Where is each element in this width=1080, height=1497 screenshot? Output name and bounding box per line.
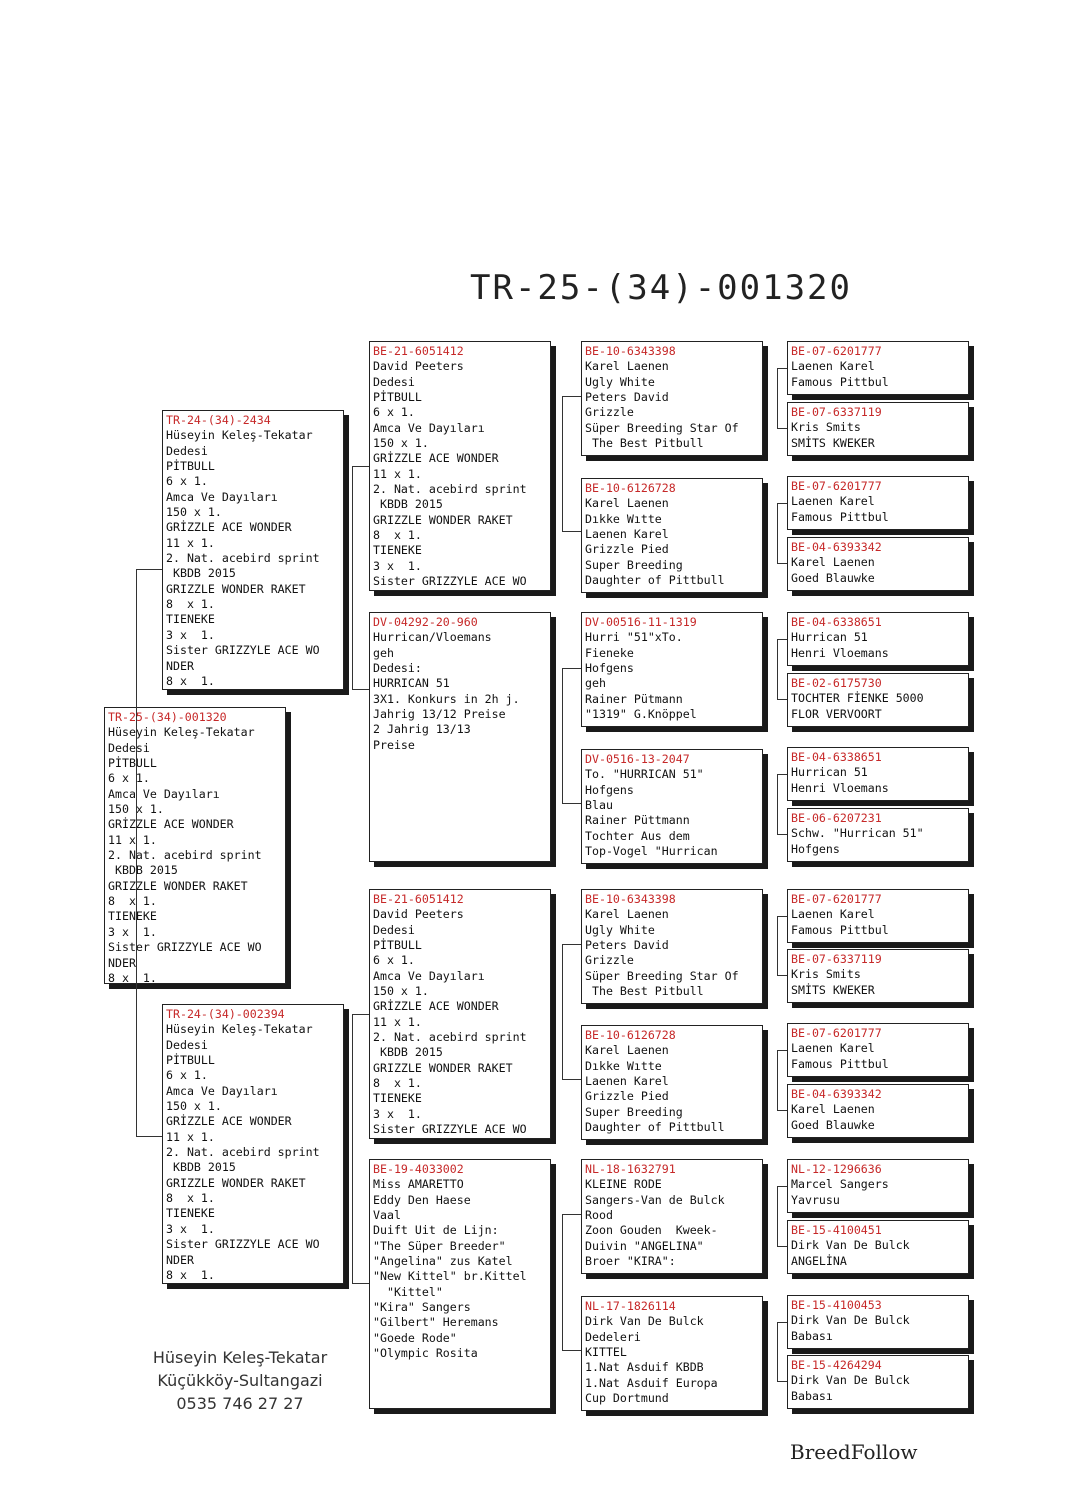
ring-number: BE-04-6338651 <box>791 750 882 764</box>
card-line: KBDB 2015 <box>166 1160 236 1175</box>
card-line: Henri Vloemans <box>791 645 889 660</box>
g4-card <box>787 1355 969 1409</box>
connector <box>136 569 162 1137</box>
card-line: Schw. "Hurrican 51" <box>791 826 924 841</box>
ring-number: BE-10-6126728 <box>585 1028 676 1042</box>
card-line: SMİTS KWEKER <box>791 435 875 450</box>
owner-info <box>140 1346 340 1415</box>
connector <box>562 944 581 1080</box>
card-line: Karel Laenen <box>585 1043 669 1058</box>
ring-number: BE-19-4033002 <box>373 1162 464 1176</box>
ring-number: BE-04-6393342 <box>791 1087 882 1101</box>
g3-card <box>581 1025 763 1140</box>
brand-logo: BreedFollow <box>790 1440 918 1464</box>
connector <box>352 466 369 690</box>
g3-card <box>581 749 763 864</box>
card-line: Amca Ve Dayıları <box>166 1083 278 1098</box>
owner-phone: 0535 746 27 27 <box>176 1394 304 1413</box>
card-line: "Angelina" zus Katel <box>373 1254 513 1269</box>
connector <box>777 1050 787 1111</box>
connector <box>777 1186 787 1247</box>
card-line: 8 x 1. <box>108 894 157 909</box>
card-line: Karel Laenen <box>791 1102 875 1117</box>
card-line: Rainer Püttmann <box>585 813 690 828</box>
card-line: 1.Nat Asduif KBDB <box>585 1360 704 1375</box>
card-line: geh <box>585 676 606 691</box>
connector <box>777 916 787 976</box>
ring-number: BE-07-6201777 <box>791 892 882 906</box>
card-line: 1.Nat Asduif Europa <box>585 1375 718 1390</box>
card-line: 11 x 1. <box>166 535 215 550</box>
ring-number: DV-04292-20-960 <box>373 615 478 629</box>
card-line: Marcel Sangers <box>791 1177 889 1192</box>
card-line: KITTEL <box>585 1345 627 1360</box>
card-line: 8 x 1. <box>373 1076 422 1091</box>
g4-card <box>787 949 969 1003</box>
card-line: PİTBULL <box>108 756 157 771</box>
card-line: Preise <box>373 737 415 752</box>
card-line: "Kittel" <box>373 1284 443 1299</box>
card-line: 8 x 1. <box>108 970 157 984</box>
card-line: HURRICAN 51 <box>373 676 450 691</box>
card-line: Henri Vloemans <box>791 780 889 795</box>
card-line: Yavrusu <box>791 1192 840 1207</box>
card-line: 2. Nat. acebird sprint <box>373 1030 527 1045</box>
ring-number: DV-00516-11-1319 <box>585 615 697 629</box>
card-line: Dirk Van De Bulck <box>791 1373 910 1388</box>
card-line: Hurrican 51 <box>791 630 868 645</box>
card-line: TIENEKE <box>108 909 157 924</box>
card-line: 6 x 1. <box>108 771 150 786</box>
g4-card <box>787 1295 969 1349</box>
card-line: Cup Dortmund <box>585 1391 669 1406</box>
g4-card <box>787 476 969 530</box>
connector <box>777 1322 787 1382</box>
card-line: Famous Pittbul <box>791 374 889 389</box>
connector <box>562 396 581 532</box>
card-line: Süper Breeding Star Of <box>585 420 739 435</box>
card-line: Duift Uit de Lijn: <box>373 1223 499 1238</box>
card-line: Hofgens <box>585 782 634 797</box>
card-line: Daughter of Pittbull <box>585 1120 725 1135</box>
card-line: Dıkke Wıtte <box>585 1058 662 1073</box>
card-line: GRIZZLE WONDER RAKET <box>373 512 513 527</box>
ring-number: BE-07-6201777 <box>791 479 882 493</box>
card-line: Hurri "51"xTo. <box>585 630 683 645</box>
g4-card <box>787 1023 969 1077</box>
card-line: Kris Smits <box>791 420 861 435</box>
ring-number: NL-18-1632791 <box>585 1162 676 1176</box>
card-line: NDER <box>108 955 136 970</box>
g3-card <box>581 1296 763 1411</box>
card-line: 6 x 1. <box>373 405 415 420</box>
card-line: Goed Blauwke <box>791 570 875 585</box>
card-line: KLEINE RODE <box>585 1177 662 1192</box>
card-line: Vaal <box>373 1208 401 1223</box>
card-line: Rood <box>585 1208 613 1223</box>
card-line: Peters David <box>585 390 669 405</box>
card-line: Karel Laenen <box>585 907 669 922</box>
connector <box>777 639 787 700</box>
card-line: "1319" G.Knöppel <box>585 707 697 722</box>
card-line: "The Süper Breeder" <box>373 1238 506 1253</box>
card-line: Eddy Den Haese <box>373 1192 471 1207</box>
ring-number: BE-10-6126728 <box>585 481 676 495</box>
card-line: Sister GRIZZYLE ACE WO <box>166 1237 320 1252</box>
card-line: Dirk Van De Bulck <box>791 1313 910 1328</box>
connector <box>777 774 787 835</box>
g4-card <box>787 808 969 862</box>
card-line: geh <box>373 645 394 660</box>
ring-number: NL-17-1826114 <box>585 1299 676 1313</box>
card-line: 6 x 1. <box>373 953 415 968</box>
card-line: Laenen Karel <box>791 494 875 509</box>
g4-card <box>787 402 969 456</box>
card-line: PİTBULL <box>166 1053 215 1068</box>
connector <box>562 1214 581 1351</box>
g3-card <box>581 889 763 1004</box>
owner-location: Küçükköy-Sultangazi <box>157 1371 323 1390</box>
card-line: 11 x 1. <box>166 1129 215 1144</box>
card-line: "Goede Rode" <box>373 1330 457 1345</box>
g4-card <box>787 747 969 801</box>
card-line: The Best Pitbull <box>585 436 704 451</box>
card-line: TIENEKE <box>166 612 215 627</box>
ring-number: BE-06-6207231 <box>791 811 882 825</box>
card-line: Jahrig 13/12 Preise <box>373 707 506 722</box>
dam-card <box>162 1004 344 1284</box>
card-line: Amca Ve Dayıları <box>373 968 485 983</box>
g4-card <box>787 612 969 666</box>
card-line: Karel Laenen <box>585 359 669 374</box>
card-line: GRIZZLE WONDER RAKET <box>166 581 306 596</box>
ring-number: BE-04-6338651 <box>791 615 882 629</box>
card-line: Hüseyin Keleş-Tekatar <box>166 1022 313 1037</box>
ring-number: BE-04-6393342 <box>791 540 882 554</box>
card-line: David Peeters <box>373 907 464 922</box>
g4-card <box>787 889 969 943</box>
sire-sire-card <box>369 341 551 591</box>
card-line: "Gilbert" Heremans <box>373 1315 499 1330</box>
card-line: TOCHTER FİENKE 5000 <box>791 691 924 706</box>
card-line: 6 x 1. <box>166 474 208 489</box>
card-line: 2. Nat. acebird sprint <box>166 1145 320 1160</box>
g3-card <box>581 478 763 593</box>
card-line: TIENEKE <box>166 1206 215 1221</box>
owner-name: Hüseyin Keleş-Tekatar <box>152 1348 328 1367</box>
card-line: Hofgens <box>791 841 840 856</box>
card-line: 3 x 1. <box>166 1221 215 1236</box>
card-line: 11 x 1. <box>373 466 422 481</box>
card-line: Karel Laenen <box>791 555 875 570</box>
card-line: PİTBULL <box>373 938 422 953</box>
card-line: 150 x 1. <box>108 802 164 817</box>
card-line: Super Breeding <box>585 1104 683 1119</box>
g3-card <box>581 341 763 456</box>
card-line: Duivin "ANGELINA" <box>585 1238 704 1253</box>
card-line: Peters David <box>585 938 669 953</box>
card-line: Daughter of Pittbull <box>585 573 725 588</box>
g4-card <box>787 1220 969 1274</box>
card-line: NDER <box>166 658 194 673</box>
g4-card <box>787 341 969 395</box>
ring-number: BE-21-6051412 <box>373 892 464 906</box>
card-line: 3 x 1. <box>166 627 215 642</box>
card-line: 6 x 1. <box>166 1068 208 1083</box>
subject-card <box>104 707 286 984</box>
sire-card <box>162 410 344 690</box>
card-line: ANGELİNA <box>791 1253 847 1268</box>
card-line: Sister GRIZZYLE ACE WO <box>108 940 262 955</box>
card-line: 150 x 1. <box>373 984 429 999</box>
card-line: Famous Pittbul <box>791 1056 889 1071</box>
card-line: Sister GRIZZYLE ACE WO <box>373 574 527 589</box>
card-line: 8 x 1. <box>166 1191 215 1206</box>
card-line: Dirk Van De Bulck <box>791 1238 910 1253</box>
ring-number: TR-24-(34)-002394 <box>166 1007 285 1021</box>
card-line: Dedesi <box>166 443 208 458</box>
card-line: KBDB 2015 <box>108 863 178 878</box>
card-line: GRİZZLE ACE WONDER <box>373 999 499 1014</box>
connector <box>777 503 787 564</box>
g4-card <box>787 537 969 591</box>
card-line: "New Kittel" br.Kittel <box>373 1269 527 1284</box>
card-line: 8 x 1. <box>373 528 422 543</box>
g4-card <box>787 673 969 727</box>
page-title: TR-25-(34)-001320 <box>470 268 852 308</box>
card-line: Famous Pittbul <box>791 509 889 524</box>
card-line: Dirk Van De Bulck <box>585 1314 704 1329</box>
card-line: NDER <box>166 1252 194 1267</box>
card-line: TIENEKE <box>373 1091 422 1106</box>
card-line: Dedesi: <box>373 661 422 676</box>
card-line: Karel Laenen <box>585 496 669 511</box>
card-line: Süper Breeding Star Of <box>585 968 739 983</box>
card-line: KBDB 2015 <box>166 566 236 581</box>
g4-card <box>787 1084 969 1138</box>
ring-number: TR-25-(34)-001320 <box>108 710 227 724</box>
sire-dam-card <box>369 612 551 862</box>
card-line: Blau <box>585 798 613 813</box>
card-line: Top-Vogel "Hurrican <box>585 844 718 859</box>
card-line: 150 x 1. <box>166 505 222 520</box>
card-line: Super Breeding <box>585 557 683 572</box>
card-line: 8 x 1. <box>166 673 215 688</box>
card-line: Dedesi <box>108 740 150 755</box>
card-line: 2 Jahrig 13/13 <box>373 722 471 737</box>
card-line: Laenen Karel <box>791 1041 875 1056</box>
card-line: Broer "KIRA": <box>585 1254 676 1269</box>
card-line: PİTBULL <box>166 459 215 474</box>
card-line: To. "HURRICAN 51" <box>585 767 704 782</box>
card-line: Hurrican 51 <box>791 765 868 780</box>
card-line: GRİZZLE ACE WONDER <box>166 520 292 535</box>
card-line: GRİZZLE ACE WONDER <box>108 817 234 832</box>
ring-number: BE-07-6201777 <box>791 1026 882 1040</box>
g3-card <box>581 1159 763 1274</box>
card-line: GRIZZLE WONDER RAKET <box>166 1175 306 1190</box>
card-line: TIENEKE <box>373 543 422 558</box>
card-line: SMİTS KWEKER <box>791 982 875 997</box>
card-line: Ugly White <box>585 922 655 937</box>
ring-number: BE-15-4100453 <box>791 1298 882 1312</box>
card-line: Amca Ve Dayıları <box>373 420 485 435</box>
card-line: GRİZZLE ACE WONDER <box>166 1114 292 1129</box>
connector <box>562 668 581 804</box>
ring-number: TR-24-(34)-2434 <box>166 413 271 427</box>
card-line: Dedesi <box>373 374 415 389</box>
card-line: 2. Nat. acebird sprint <box>373 482 527 497</box>
card-line: Sister GRIZZYLE ACE WO <box>373 1122 527 1137</box>
card-line: Hofgens <box>585 661 634 676</box>
card-line: FLOR VERVOORT <box>791 706 882 721</box>
card-line: 3 x 1. <box>108 924 157 939</box>
card-line: Fieneke <box>585 645 634 660</box>
ring-number: BE-02-6175730 <box>791 676 882 690</box>
card-line: Goed Blauwke <box>791 1117 875 1132</box>
card-line: 3 x 1. <box>373 1106 422 1121</box>
ring-number: BE-10-6343398 <box>585 344 676 358</box>
card-line: Grizzle <box>585 405 634 420</box>
card-line: 150 x 1. <box>373 436 429 451</box>
card-line: GRİZZLE ACE WONDER <box>373 451 499 466</box>
card-line: "Kira" Sangers <box>373 1300 471 1315</box>
card-line: Dıkke Wıtte <box>585 511 662 526</box>
connector <box>352 1014 369 1284</box>
g4-card <box>787 1159 969 1213</box>
card-line: Hüseyin Keleş-Tekatar <box>166 428 313 443</box>
card-line: Amca Ve Dayıları <box>108 786 220 801</box>
ring-number: DV-0516-13-2047 <box>585 752 690 766</box>
card-line: Sangers-Van de Bulck <box>585 1192 725 1207</box>
ring-number: BE-10-6343398 <box>585 892 676 906</box>
card-line: Kris Smits <box>791 967 861 982</box>
ring-number: BE-15-4264294 <box>791 1358 882 1372</box>
card-line: Babası <box>791 1328 833 1343</box>
card-line: Dedesi <box>166 1037 208 1052</box>
card-line: Sister GRIZZYLE ACE WO <box>166 643 320 658</box>
g3-card <box>581 612 763 727</box>
card-line: Grizzle Pied <box>585 542 669 557</box>
ring-number: BE-21-6051412 <box>373 344 464 358</box>
connector <box>777 368 787 429</box>
card-line: Zoon Gouden Kweek- <box>585 1223 718 1238</box>
card-line: Dedeleri <box>585 1329 641 1344</box>
card-line: Hüseyin Keleş-Tekatar <box>108 725 255 740</box>
dam-dam-card <box>369 1159 551 1409</box>
ring-number: BE-07-6337119 <box>791 405 882 419</box>
card-line: Ugly White <box>585 374 655 389</box>
ring-number: NL-12-1296636 <box>791 1162 882 1176</box>
card-line: David Peeters <box>373 359 464 374</box>
card-line: Babası <box>791 1388 833 1403</box>
card-line: Laenen Karel <box>585 527 669 542</box>
card-line: Grizzle <box>585 953 634 968</box>
card-line: Famous Pittbul <box>791 922 889 937</box>
card-line: Dedesi <box>373 922 415 937</box>
card-line: GRIZZLE WONDER RAKET <box>373 1060 513 1075</box>
card-line: Tochter Aus dem <box>585 828 690 843</box>
dam-sire-card <box>369 889 551 1139</box>
card-line: Laenen Karel <box>791 907 875 922</box>
card-line: The Best Pitbull <box>585 984 704 999</box>
ring-number: BE-07-6201777 <box>791 344 882 358</box>
card-line: Hurrican/Vloemans <box>373 630 492 645</box>
card-line: KBDB 2015 <box>373 1045 443 1060</box>
card-line: GRIZZLE WONDER RAKET <box>108 878 248 893</box>
card-line: 8 x 1. <box>166 1267 215 1282</box>
card-line: 8 x 1. <box>166 597 215 612</box>
card-line: Rainer Pütmann <box>585 691 683 706</box>
card-line: 11 x 1. <box>373 1014 422 1029</box>
card-line: Laenen Karel <box>791 359 875 374</box>
card-line: Laenen Karel <box>585 1074 669 1089</box>
ring-number: BE-15-4100451 <box>791 1223 882 1237</box>
card-line: 150 x 1. <box>166 1099 222 1114</box>
card-line: 3 x 1. <box>373 558 422 573</box>
card-line: Miss AMARETTO <box>373 1177 464 1192</box>
card-line: PİTBULL <box>373 390 422 405</box>
card-line: KBDB 2015 <box>373 497 443 512</box>
ring-number: BE-07-6337119 <box>791 952 882 966</box>
card-line: 3X1. Konkurs in 2h j. <box>373 691 520 706</box>
card-line: Amca Ve Dayıları <box>166 489 278 504</box>
card-line: 2. Nat. acebird sprint <box>166 551 320 566</box>
card-line: 11 x 1. <box>108 832 157 847</box>
card-line: "Olympic Rosita <box>373 1346 478 1361</box>
card-line: 2. Nat. acebird sprint <box>108 848 262 863</box>
card-line: Grizzle Pied <box>585 1089 669 1104</box>
